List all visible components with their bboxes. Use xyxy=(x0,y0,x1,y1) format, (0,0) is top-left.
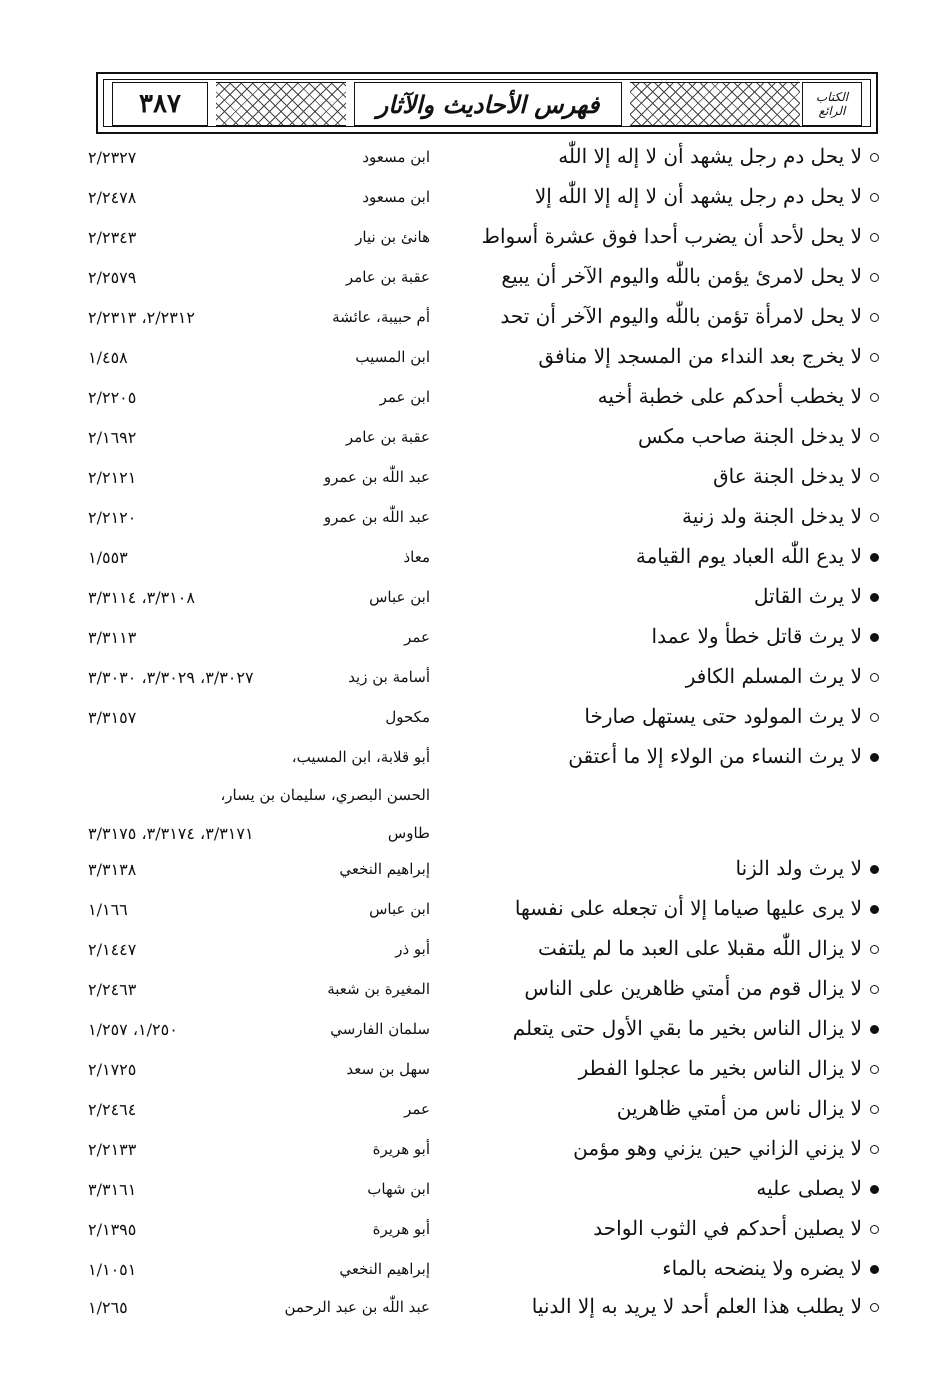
hadith-text xyxy=(584,704,879,728)
reference-number: ١/٤٥٨ xyxy=(88,348,128,367)
hadith-text-label: لا يرث ولد الزنا xyxy=(735,856,862,880)
hadith-text-label: لا يصلى عليه xyxy=(756,1176,862,1200)
index-row xyxy=(0,580,937,616)
hollow-bullet-icon xyxy=(870,713,879,722)
hadith-text-label: لا يرث القاتل xyxy=(753,584,862,608)
hadith-text xyxy=(754,584,879,608)
hadith-text-label: لا يحل دم رجل يشهد أن لا إله إلا اللّٰه إلا xyxy=(534,184,862,208)
narrator-name: أبو هريرة xyxy=(372,1140,430,1158)
hollow-bullet-icon xyxy=(870,473,879,482)
hadith-text-label: لا يحل لأحد أن يضرب أحدا فوق عشرة أسواط xyxy=(481,224,862,248)
hadith-text-label: لا يحل دم رجل يشهد أن لا إله إلا اللّٰه xyxy=(558,144,862,168)
hadith-text xyxy=(662,1256,879,1280)
index-row xyxy=(0,816,937,852)
reference-number: ١/١٦٦ xyxy=(88,900,128,919)
hadith-text xyxy=(579,1056,879,1080)
hadith-text-label: لا يضره ولا ينضحه بالماء xyxy=(662,1256,862,1280)
hadith-text xyxy=(558,144,879,168)
page-number-box xyxy=(112,82,208,126)
hollow-bullet-icon xyxy=(870,193,879,202)
index-row xyxy=(0,380,937,416)
reference-number: ٣/٣١١٣ xyxy=(88,628,137,647)
index-row xyxy=(0,1172,937,1208)
reference-number: ٣/٣١٦١ xyxy=(88,1180,137,1199)
narrator-name: ابن مسعود xyxy=(362,148,430,166)
hadith-text xyxy=(638,424,879,448)
narrator-name: ابن شهاب xyxy=(367,1180,430,1198)
hadith-text-label: لا يدخل الجنة صاحب مكس xyxy=(637,424,862,448)
filled-bullet-icon xyxy=(870,1185,879,1194)
narrator-name: عمر xyxy=(404,628,430,646)
reference-number: ٢/٢٢٠٥ xyxy=(88,388,137,407)
narrator-name: إبراهيم النخعي xyxy=(339,1260,430,1278)
hollow-bullet-icon xyxy=(870,1105,879,1114)
index-row xyxy=(0,700,937,736)
index-row xyxy=(0,620,937,656)
index-row xyxy=(0,500,937,536)
hadith-text xyxy=(501,264,879,288)
index-row xyxy=(0,1012,937,1048)
hollow-bullet-icon xyxy=(870,233,879,242)
hadith-text xyxy=(538,936,879,960)
hadith-text-label: لا يدع اللّٰه العباد يوم القيامة xyxy=(635,544,862,568)
narrator-name: معاذ xyxy=(403,548,430,566)
narrator-name: المغيرة بن شعبة xyxy=(327,980,430,998)
narrator-name: أسامة بن زيد xyxy=(348,668,430,686)
index-row xyxy=(0,260,937,296)
reference-number: ٢/٢٥٧٩ xyxy=(88,268,137,287)
filled-bullet-icon xyxy=(870,865,879,874)
index-row xyxy=(0,540,937,576)
hadith-text-label: لا يرث قاتل خطأ ولا عمدا xyxy=(651,624,862,648)
hadith-text-label: لا يخرج بعد النداء من المسجد إلا منافق xyxy=(538,344,862,368)
hadith-text-label: لا يرث المولود حتى يستهل صارخا xyxy=(584,704,862,728)
reference-number: ٢/١٧٢٥ xyxy=(88,1060,137,1079)
index-row xyxy=(0,892,937,928)
hadith-text-label: لا يزال ناس من أمتي ظاهرين xyxy=(616,1096,862,1120)
filled-bullet-icon xyxy=(870,753,879,762)
hadith-text xyxy=(532,1294,879,1318)
reference-number: ٣/٣١٣٨ xyxy=(88,860,137,879)
reference-number: ٣/٣١٧١، ٣/٣١٧٤، ٣/٣١٧٥ xyxy=(88,824,254,843)
narrator-name: عقبة بن عامر xyxy=(345,428,430,446)
hadith-text-label: لا يرى عليها صياما إلا أن تجعله على نفسها xyxy=(514,896,862,920)
hollow-bullet-icon xyxy=(870,1145,879,1154)
hollow-bullet-icon xyxy=(870,313,879,322)
hadith-text-label: لا يدخل الجنة ولد زنية xyxy=(682,504,862,528)
index-row xyxy=(0,1290,937,1326)
reference-number: ٢/٢١٣٣ xyxy=(88,1140,137,1159)
hadith-text xyxy=(598,384,879,408)
hadith-text xyxy=(756,1176,879,1200)
hollow-bullet-icon xyxy=(870,945,879,954)
index-row xyxy=(0,340,937,376)
hadith-text xyxy=(593,1216,879,1240)
hadith-text xyxy=(515,896,879,920)
filled-bullet-icon xyxy=(870,633,879,642)
narrator-name: عبد اللّٰه بن عمرو xyxy=(323,508,430,526)
narrator-name: طاوس xyxy=(387,824,430,842)
hadith-text-label: لا يحل لامرأة تؤمن باللّٰه واليوم الآخر أن تحد xyxy=(500,304,862,328)
narrator-name: أبو قلابة، ابن المسيب، xyxy=(291,748,430,766)
reference-number: ٢/٢١٢١ xyxy=(88,468,137,487)
hollow-bullet-icon xyxy=(870,273,879,282)
reference-number: ٢/٢٣٢٧ xyxy=(88,148,137,167)
hollow-bullet-icon xyxy=(870,1303,879,1312)
reference-number: ٢/٢٣٤٣ xyxy=(88,228,137,247)
reference-number: ١/١٠٥١ xyxy=(88,1260,137,1279)
narrator-name: ابن المسيب xyxy=(355,348,430,366)
index-row xyxy=(0,140,937,176)
narrator-name: أبو هريرة xyxy=(372,1220,430,1238)
reference-number: ٢/١٣٩٥ xyxy=(88,1220,137,1239)
hadith-text-label: لا يحل لامرئ يؤمن باللّٰه واليوم الآخر أن يبيع xyxy=(501,264,862,288)
narrator-name: الحسن البصري، سليمان بن يسار، xyxy=(220,786,430,804)
narrator-name: إبراهيم النخعي xyxy=(339,860,430,878)
filled-bullet-icon xyxy=(870,1265,879,1274)
logo-text: الكتاب الرائع xyxy=(815,90,849,118)
index-row xyxy=(0,660,937,696)
title-box xyxy=(354,82,622,126)
index-row xyxy=(0,740,937,776)
reference-number: ٣/٣٠٢٧، ٣/٣٠٢٩، ٣/٣٠٣٠ xyxy=(88,668,254,687)
hadith-text-label: لا يزال الناس بخير ما عجلوا الفطر xyxy=(578,1056,862,1080)
index-row xyxy=(0,420,937,456)
index-row xyxy=(0,300,937,336)
index-row xyxy=(0,852,937,888)
hadith-text xyxy=(568,744,879,768)
index-row xyxy=(0,972,937,1008)
reference-number: ٢/١٤٤٧ xyxy=(88,940,137,959)
reference-number: ٢/٢٤٦٤ xyxy=(88,1100,137,1119)
filled-bullet-icon xyxy=(870,593,879,602)
hadith-text-label: لا يدخل الجنة عاق xyxy=(713,464,862,488)
index-row xyxy=(0,932,937,968)
hollow-bullet-icon xyxy=(870,433,879,442)
index-row xyxy=(0,460,937,496)
hadith-text xyxy=(617,1096,879,1120)
hadith-text-label: لا يزني الزاني حين يزني وهو مؤمن xyxy=(573,1136,862,1160)
hollow-bullet-icon xyxy=(870,1225,879,1234)
page-title: فهرس الأحاديث والآثار xyxy=(376,89,600,119)
narrator-name: هانئ بن نيار xyxy=(355,228,430,246)
hadith-text-label: لا يزال اللّٰه مقبلا على العبد ما لم يلتفت xyxy=(538,936,862,960)
filled-bullet-icon xyxy=(870,905,879,914)
header-ornament-left xyxy=(216,82,346,126)
index-row xyxy=(0,1212,937,1248)
reference-number: ٢/٢١٢٠ xyxy=(88,508,137,527)
hadith-text xyxy=(573,1136,879,1160)
hadith-text xyxy=(713,464,879,488)
narrator-name: ابن عمر xyxy=(379,388,430,406)
hollow-bullet-icon xyxy=(870,513,879,522)
index-row xyxy=(0,1092,937,1128)
narrator-name: أبو ذر xyxy=(395,940,430,958)
hadith-text-label: لا يزال الناس بخير ما بقي الأول حتى يتعلم xyxy=(512,1016,862,1040)
index-row xyxy=(0,220,937,256)
narrator-name: ابن عباس xyxy=(369,588,430,606)
narrator-name: عبد اللّٰه بن عمرو xyxy=(323,468,430,486)
hadith-text xyxy=(535,184,879,208)
hollow-bullet-icon xyxy=(870,393,879,402)
reference-number: ٣/٣١٠٨، ٣/٣١١٤ xyxy=(88,588,195,607)
reference-number: ١/٢٦٥ xyxy=(88,1298,128,1317)
hadith-text xyxy=(524,976,879,1000)
narrator-name: ابن مسعود xyxy=(362,188,430,206)
filled-bullet-icon xyxy=(870,1025,879,1034)
narrator-name: سلمان الفارسي xyxy=(330,1020,430,1038)
hadith-text-label: لا يصلين أحدكم في الثوب الواحد xyxy=(593,1216,862,1240)
reference-number: ٢/١٦٩٢ xyxy=(88,428,137,447)
narrator-name: مكحول xyxy=(385,708,430,726)
publisher-logo xyxy=(802,82,862,126)
hollow-bullet-icon xyxy=(870,353,879,362)
hadith-text xyxy=(735,856,879,880)
reference-number: ١/٥٥٣ xyxy=(88,548,128,567)
hadith-text xyxy=(481,224,879,248)
narrator-name: أم حبيبة، عائشة xyxy=(332,308,430,326)
hadith-text xyxy=(686,664,879,688)
hadith-text-label: لا يرث النساء من الولاء إلا ما أعتقن xyxy=(568,744,862,768)
index-row xyxy=(0,1052,937,1088)
hadith-text xyxy=(513,1016,879,1040)
hadith-text-label: لا يرث المسلم الكافر xyxy=(685,664,862,688)
reference-number: ٢/٢٤٦٣ xyxy=(88,980,137,999)
narrator-name: ابن عباس xyxy=(369,900,430,918)
index-row xyxy=(0,180,937,216)
hadith-text xyxy=(538,344,879,368)
narrator-name: عقبة بن عامر xyxy=(345,268,430,286)
page-number: ٣٨٧ xyxy=(139,89,181,119)
index-row xyxy=(0,1252,937,1288)
header-ornament-right xyxy=(630,82,800,126)
narrator-name: سهل بن سعد xyxy=(346,1060,430,1078)
reference-number: ١/٢٥٠، ١/٢٥٧ xyxy=(88,1020,178,1039)
narrator-name: عبد اللّٰه بن عبد الرحمن xyxy=(284,1298,430,1316)
page-header xyxy=(96,72,878,134)
index-row xyxy=(0,1132,937,1168)
hadith-text xyxy=(682,504,879,528)
hollow-bullet-icon xyxy=(870,673,879,682)
reference-number: ٣/٣١٥٧ xyxy=(88,708,137,727)
hadith-text-label: لا يزال قوم من أمتي ظاهرين على الناس xyxy=(524,976,862,1000)
hollow-bullet-icon xyxy=(870,1065,879,1074)
reference-number: ٢/٢٣١٢، ٢/٢٣١٣ xyxy=(88,308,195,327)
hadith-text xyxy=(500,304,879,328)
reference-number: ٢/٢٤٧٨ xyxy=(88,188,137,207)
hadith-text-label: لا يخطب أحدكم على خطبة أخيه xyxy=(597,384,862,408)
hadith-text-label: لا يطلب هذا العلم أحد لا يريد به إلا الدنيا xyxy=(531,1294,862,1318)
hollow-bullet-icon xyxy=(870,985,879,994)
filled-bullet-icon xyxy=(870,553,879,562)
narrator-name: عمر xyxy=(404,1100,430,1118)
index-row xyxy=(0,778,937,814)
hadith-text xyxy=(636,544,879,568)
hadith-text xyxy=(652,624,879,648)
hollow-bullet-icon xyxy=(870,153,879,162)
